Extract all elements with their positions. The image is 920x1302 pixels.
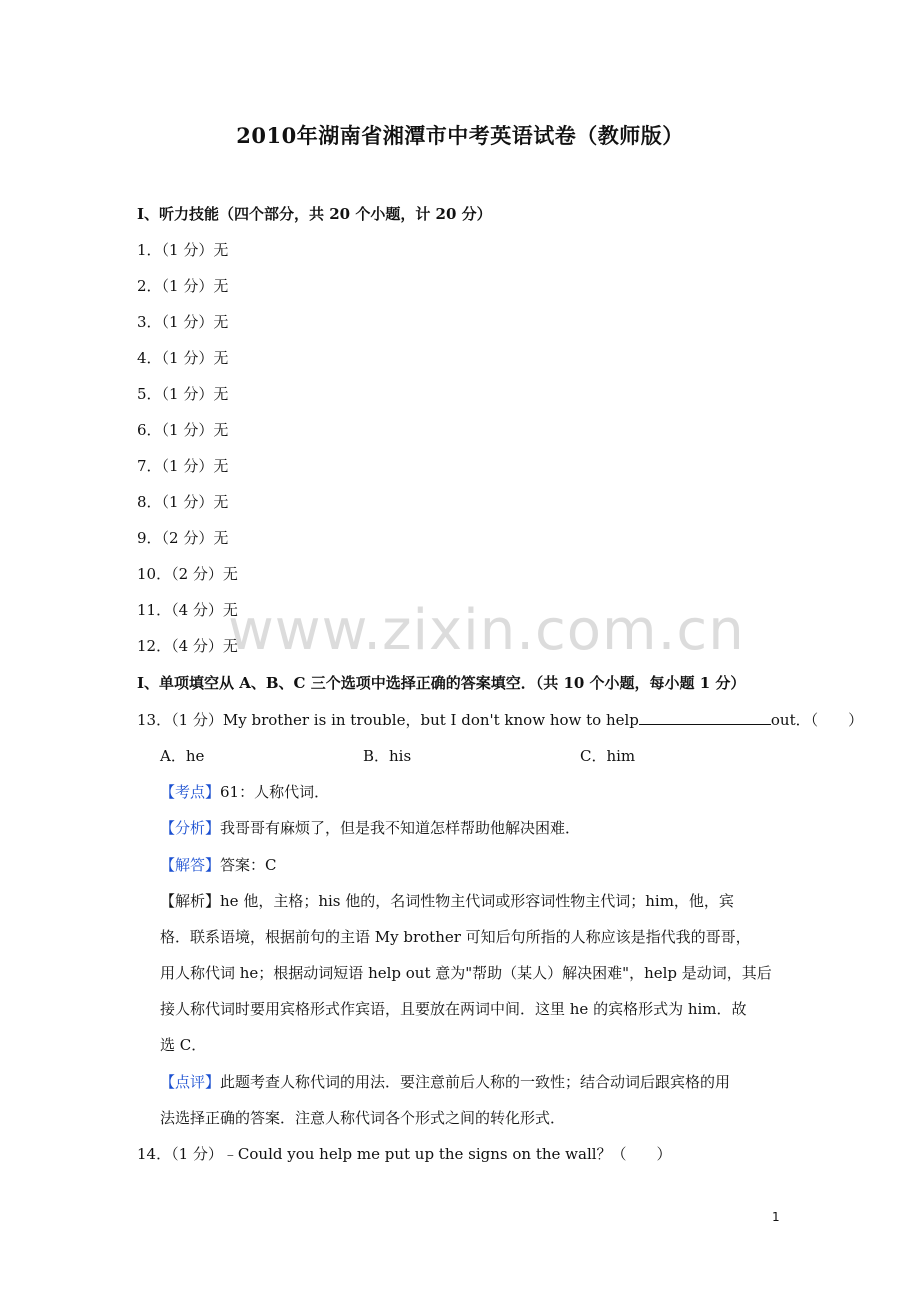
section-heading-single-choice: I、单项填空从 A、B、C 三个选项中选择正确的答案填空．（共 10 个小题，每小题 1 分） bbox=[137, 674, 746, 692]
section-heading-listening: I、听力技能（四个部分，共 20 个小题，计 20 分） bbox=[137, 205, 492, 223]
fenxi-row bbox=[160, 818, 580, 838]
page-title: 2010年湖南省湘潭市中考英语试卷（教师版） bbox=[236, 123, 684, 148]
list-item: 8．（1 分）无 bbox=[137, 493, 229, 511]
list-item: 3．（1 分）无 bbox=[137, 313, 229, 331]
dianping-line: 法选择正确的答案．注意人称代词各个形式之间的转化形式． bbox=[160, 1109, 566, 1127]
question-14-stem: 14．（1 分）﹣Could you help me put up the signs on the wall？（ ） bbox=[137, 1145, 672, 1163]
list-item: 10．（2 分）无 bbox=[137, 565, 238, 583]
dianping-text: 此题考查人称代词的用法．要注意前后人称的一致性；结合动词后跟宾格的用 bbox=[220, 1073, 731, 1091]
jieda-label: 【解答】 bbox=[160, 856, 221, 874]
question-13-stem bbox=[137, 710, 863, 730]
jiexi-line: 用人称代词 he；根据动词短语 help out 意为"帮助（某人）解决困难"，help 是动词，其后 bbox=[160, 964, 772, 982]
question-stem-end: out．（ ） bbox=[770, 711, 864, 729]
option-a: A．he bbox=[160, 747, 205, 765]
kaodian-label: 【考点】 bbox=[160, 783, 221, 801]
fenxi-text: 我哥哥有麻烦了，但是我不知道怎样帮助他解决困难． bbox=[220, 819, 581, 837]
kaodian-row bbox=[160, 782, 329, 802]
jiexi-text: he 他，主格；his 他的，名词性物主代词或形容词性物主代词；him，他，宾 bbox=[220, 892, 734, 910]
option-c: C．him bbox=[580, 747, 636, 765]
jiexi-label: 【解析】 bbox=[160, 892, 221, 910]
list-item: 6．（1 分）无 bbox=[137, 421, 229, 439]
list-item: 12．（4 分）无 bbox=[137, 637, 238, 655]
list-item: 11．（4 分）无 bbox=[137, 601, 238, 619]
question-stem-text: 13．（1 分）My brother is in trouble，but I don't know how to help bbox=[137, 711, 639, 729]
dianping-label: 【点评】 bbox=[160, 1073, 221, 1091]
list-item: 1．（1 分）无 bbox=[137, 241, 229, 259]
list-item: 2．（1 分）无 bbox=[137, 277, 229, 295]
jieda-row bbox=[160, 855, 277, 875]
jiexi-line: 格．联系语境，根据前句的主语 My brother 可知后句所指的人称应该是指代我的哥哥， bbox=[160, 928, 751, 946]
answer-blank bbox=[639, 710, 771, 725]
list-item: 7．（1 分）无 bbox=[137, 457, 229, 475]
list-item: 9．（2 分）无 bbox=[137, 529, 229, 547]
watermark: www.zixin.com.cn bbox=[228, 598, 745, 663]
kaodian-text: 61：人称代词． bbox=[220, 783, 330, 801]
dianping-row bbox=[160, 1072, 730, 1092]
list-item: 4．（1 分）无 bbox=[137, 349, 229, 367]
list-item: 5．（1 分）无 bbox=[137, 385, 229, 403]
jieda-text: 答案：C bbox=[220, 856, 277, 874]
option-b: B．his bbox=[363, 747, 412, 765]
jiexi-line: 接人称代词时要用宾格形式作宾语，且要放在两词中间．这里 he 的宾格形式为 him．故 bbox=[160, 1000, 747, 1018]
jiexi-row bbox=[160, 891, 734, 911]
jiexi-line: 选 C． bbox=[160, 1036, 207, 1054]
page-number: 1 bbox=[772, 1210, 780, 1224]
fenxi-label: 【分析】 bbox=[160, 819, 221, 837]
